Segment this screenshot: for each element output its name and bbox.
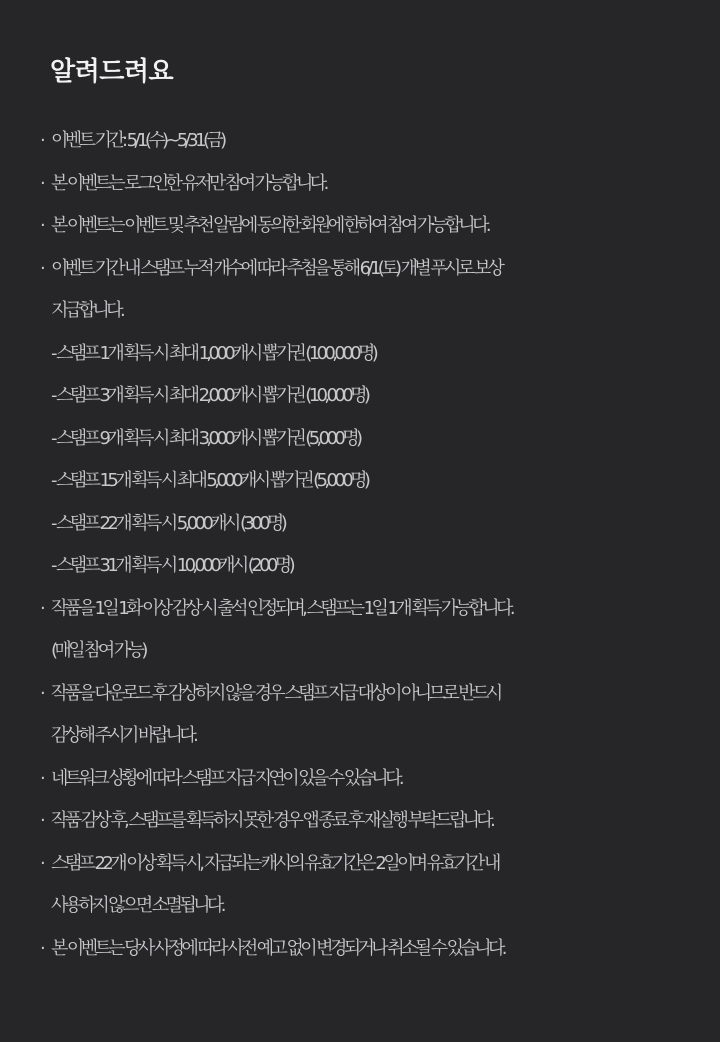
notice-item: [0, 928, 720, 971]
notice-item-continuation: (매일 참여 가능): [51, 640, 145, 661]
bullet-dot: ·: [40, 597, 43, 619]
bullet-dot: ·: [40, 130, 43, 151]
bullet-dot: ·: [40, 937, 43, 959]
notice-item-continuation: 감상해 주시기 바랍니다.: [51, 725, 196, 746]
reward-tier: - 스탬프 31개 획득 시 10,000캐시 (200명): [51, 555, 292, 576]
bullet-dot: ·: [40, 215, 43, 236]
reward-tier: - 스탬프 22개 획득 시 5,000캐시 (300명): [51, 512, 285, 534]
notice-item: [0, 800, 720, 843]
notice-item-text: 작품 감상 후, 스탬프를 획득하지 못한 경우 앱 종료 후 재실행 부탁드립니다.: [51, 810, 493, 831]
notice-item-continuation: 사용하지 않으면 소멸됩니다.: [51, 895, 223, 916]
notice-item: [0, 205, 720, 248]
notice-item-text: 이벤트 기간 내 스탬프 누적 개수에 따라 추첨을 통해 6/1(토) 개별 푸시로 보상: [51, 257, 502, 279]
notice-item-continuation: 지급합니다.: [51, 300, 123, 321]
notice-title: 알려드려요: [50, 57, 174, 87]
notice-item-text: 본 이벤트는 당사 사정에 따라 사전 예고 없이 변경되거나 취소될 수 있습니다.: [51, 937, 504, 959]
notice-item: [0, 588, 720, 673]
notice-item: [0, 248, 720, 333]
notice-item-text: 네트워크 상황에 따라 스탬프 지급 지연이 있을 수 있습니다.: [51, 767, 402, 789]
bullet-dot: ·: [40, 767, 43, 789]
bullet-dot: ·: [40, 852, 43, 874]
notice-list: [0, 120, 720, 970]
reward-tier: - 스탬프 15개 획득 시 최대 5,000캐시 뽑기권 (5,000명): [51, 470, 368, 491]
notice-item: [0, 120, 720, 163]
notice-item-text: 스탬프 22개 이상 획득 시, 지급되는 캐시의 유효기간은 2일이며 유효기간 내: [51, 852, 498, 874]
reward-tier: - 스탬프 3개 획득 시 최대 2,000캐시 뽑기권 (10,000명): [51, 385, 368, 406]
reward-tier: - 스탬프 9개 획득 시 최대 3,000캐시 뽑기권 (5,000명): [51, 427, 360, 449]
notice-item: [0, 758, 720, 801]
bullet-dot: ·: [40, 682, 43, 704]
notice-item: [0, 673, 720, 758]
notice-item-text: 본 이벤트는 로그인한 유저만 참여 가능합니다.: [51, 172, 326, 194]
notice-item-text: 작품을 다운로드 후 감상하지 않을 경우 스탬프 지급 대상이 아니므로 반드시: [51, 682, 500, 704]
notice-item-text: 본 이벤트는 이벤트 및 추천 알림에 동의한 회원에 한하여 참여 가능합니다.: [51, 215, 488, 236]
notice-item: [0, 163, 720, 206]
bullet-dot: ·: [40, 172, 43, 194]
notice-item: [0, 843, 720, 928]
notice-item-text: 작품을 1일 1화 이상 감상 시 출석 인정되며, 스탬프는 1일 1개 획득 가능합니다.: [51, 597, 512, 619]
notice-item-text: 이벤트 기간: 5/1(수)~5/31(금): [51, 130, 224, 151]
bullet-dot: ·: [40, 257, 43, 279]
bullet-dot: ·: [40, 810, 43, 831]
reward-tier: - 스탬프 1개 획득 시 최대 1,000캐시 뽑기권 (100,000명): [51, 342, 376, 364]
